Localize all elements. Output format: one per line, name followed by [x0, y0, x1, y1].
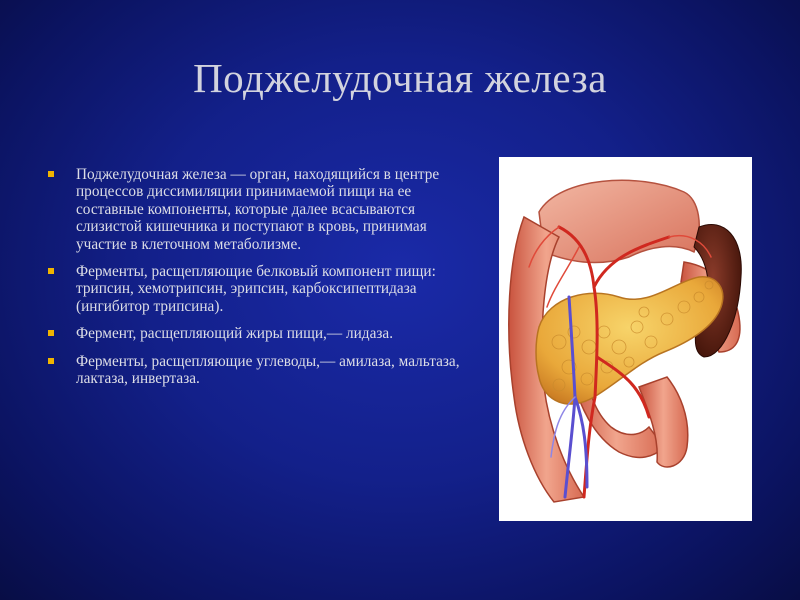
bullet-text: Фермент, расщепляющий жиры пищи,— лидаза. [76, 325, 394, 343]
bullet-item [48, 263, 473, 315]
slide-title: Поджелудочная железа [193, 55, 607, 101]
pancreas-anatomy-illustration-icon [499, 157, 752, 521]
bullet-item [48, 166, 473, 253]
bullet-list [48, 166, 473, 397]
bullet-marker-icon [48, 358, 54, 364]
bullet-marker-icon [48, 171, 54, 177]
bullet-text: Ферменты, расщепляющие белковый компонент пищи: трипсин, хемотрипсин, эрипсин, карбоксипептидаза (ингибитор трипсина). [76, 263, 436, 315]
bullet-marker-icon [48, 330, 54, 336]
bullet-item [48, 325, 473, 342]
bullet-text: Поджелудочная железа — орган, находящийся в центре процессов диссимиляции принимаемой пищи на ее составные компоненты, которые далее всасываются слизистой кишечника и поступают в кровь, принимая участие в клеточном метаболизме. [76, 166, 440, 253]
bullet-item [48, 353, 473, 388]
pancreas-image [499, 157, 752, 521]
bullet-text: Ферменты, расщепляющие углеводы,— амилаза, мальтаза, лактаза, инвертаза. [76, 352, 460, 388]
bullet-marker-icon [48, 268, 54, 274]
